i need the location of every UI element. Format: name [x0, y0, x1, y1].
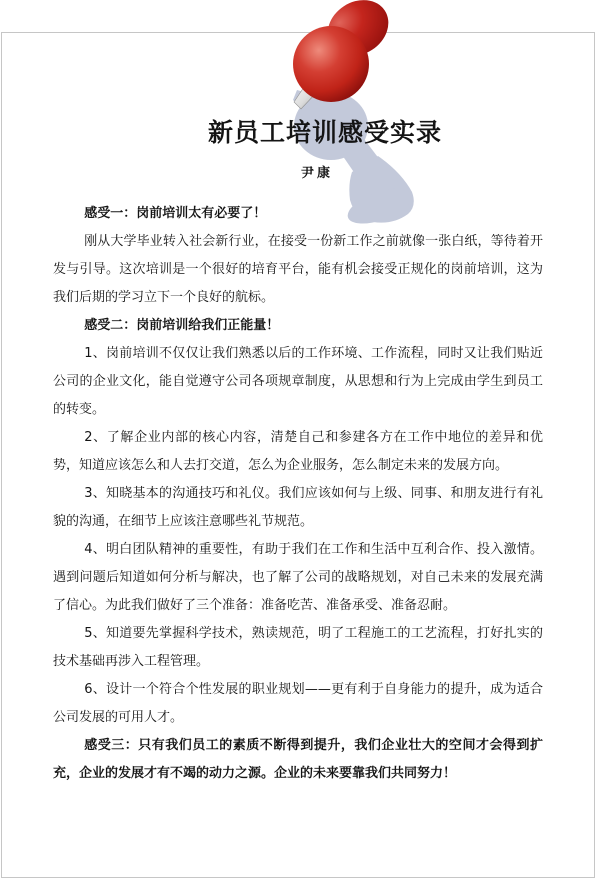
paragraph: 2、了解企业内部的核心内容，清楚自己和参建各方在工作中地位的差异和优势，知道应该怎么和人去打交道，怎么为企业服务，怎么制定未来的发展方向。 [53, 430, 543, 473]
author-name: 尹康 [300, 166, 333, 181]
paragraph-heading-3: 感受三：只有我们员工的素质不断得到提升，我们企业壮大的空间才会得到扩充，企业的发展才有不竭的动力之源。企业的未来要靠我们共同努力！ [53, 738, 543, 781]
paragraph-heading-1: 感受一：岗前培训太有必要了！ [84, 206, 267, 221]
paragraph: 刚从大学毕业转入社会新行业，在接受一份新工作之前就像一张白纸，等待着开发与引导。这次培训是一个很好的培育平台，能有机会接受正规化的岗前培训，这为我们后期的学习立下一个良好的航标。 [53, 234, 543, 305]
document-text [1, 32, 595, 788]
paragraph: 4、明白团队精神的重要性，有助于我们在工作和生活中互利合作、投入激情。遇到问题后知道如何分析与解决，也了解了公司的战略规划，对自己未来的发展充满了信心。为此我们做好了三个准备：准备吃苦、准备承受、准备忍耐。 [53, 542, 543, 613]
document-title: 新员工培训感受实录 [207, 118, 442, 147]
paragraph-heading-2: 感受二：岗前培训给我们正能量！ [84, 318, 280, 333]
paragraph: 5、知道要先掌握科学技术，熟读规范，明了工程施工的工艺流程，打好扎实的技术基础再涉入工程管理。 [53, 626, 543, 669]
paragraph: 6、设计一个符合个性发展的职业规划——更有利于自身能力的提升，成为适合公司发展的可用人才。 [53, 682, 543, 725]
document-body [1, 200, 595, 788]
paragraph: 1、岗前培训不仅仅让我们熟悉以后的工作环境、工作流程，同时又让我们贴近公司的企业文化，能自觉遵守公司各项规章制度，从思想和行为上完成由学生到员工的转变。 [53, 346, 543, 417]
paragraph: 3、知晓基本的沟通技巧和礼仪。我们应该如何与上级、同事、和朋友进行有礼貌的沟通，在细节上应该注意哪些礼节规范。 [53, 486, 543, 529]
